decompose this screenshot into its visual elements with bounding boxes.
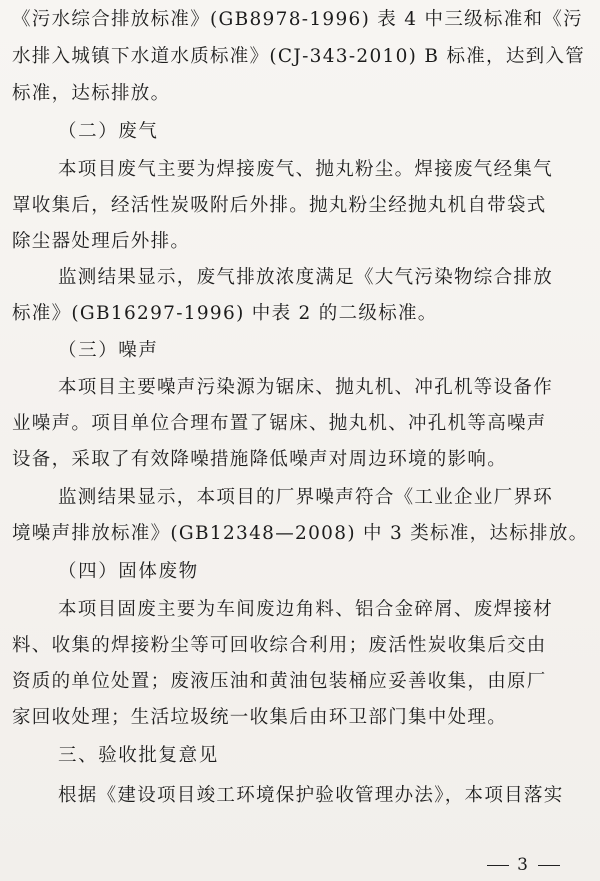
paragraph-noise-monitoring-line-1: 监测结果显示，本项目的厂界噪声符合《工业企业厂界环 — [58, 487, 554, 508]
paragraph-noise-line-2: 业噪声。项目单位合理布置了锯床、抛丸机、冲孔机等高噪声 — [12, 413, 547, 434]
paragraph-exhaust-line-1: 本项目废气主要为焊接废气、抛丸粉尘。焊接废气经集气 — [58, 159, 554, 180]
paragraph-noise-monitoring-line-2: 境噪声排放标准》(GB12348—2008) 中 3 类标准，达标排放。 — [12, 523, 589, 544]
paragraph-solid-waste-line-2: 料、收集的焊接粉尘等可回收综合利用；废活性炭收集后交由 — [12, 635, 547, 656]
right-dash-icon — [538, 865, 560, 866]
paragraph-wastewater-line-3: 标准，达标排放。 — [12, 83, 171, 104]
heading-exhaust: （二）废气 — [58, 121, 159, 142]
page-number-footer — [479, 855, 568, 875]
paragraph-wastewater-line-1: 《污水综合排放标准》(GB8978-1996) 表 4 中三级标准和《污 — [12, 9, 583, 30]
paragraph-solid-waste-line-4: 家回收处理；生活垃圾统一收集后由环卫部门集中处理。 — [12, 707, 508, 728]
paragraph-noise-line-1: 本项目主要噪声污染源为锯床、抛丸机、冲孔机等设备作 — [58, 377, 554, 398]
paragraph-exhaust-monitoring-line-2: 标准》(GB16297-1996) 中表 2 的二级标准。 — [12, 303, 438, 324]
page-number: 3 — [517, 855, 530, 875]
paragraph-exhaust-line-3: 除尘器处理后外排。 — [12, 231, 191, 252]
heading-approval: 三、验收批复意见 — [58, 745, 219, 766]
paragraph-solid-waste-line-1: 本项目固废主要为车间废边角料、铝合金碎屑、废焊接材 — [58, 599, 554, 620]
paragraph-solid-waste-line-3: 资质的单位处置；废液压油和黄油包装桶应妥善收集，由原厂 — [12, 671, 547, 692]
heading-noise: （三）噪声 — [58, 340, 159, 361]
paragraph-wastewater-line-2: 水排入城镇下水道水质标准》(CJ-343-2010) B 标准，达到入管 — [12, 46, 586, 67]
paragraph-noise-line-3: 设备，采取了有效降噪措施降低噪声对周边环境的影响。 — [12, 449, 508, 470]
paragraph-exhaust-monitoring-line-1: 监测结果显示，废气排放浓度满足《大气污染物综合排放 — [58, 267, 554, 288]
heading-solid-waste: （四）固体废物 — [58, 561, 199, 582]
paragraph-approval-line-1: 根据《建设项目竣工环境保护验收管理办法》，本项目落实 — [58, 785, 564, 806]
paragraph-exhaust-line-2: 罩收集后，经活性炭吸附后外排。抛丸粉尘经抛丸机自带袋式 — [12, 195, 547, 216]
left-dash-icon — [487, 865, 509, 866]
